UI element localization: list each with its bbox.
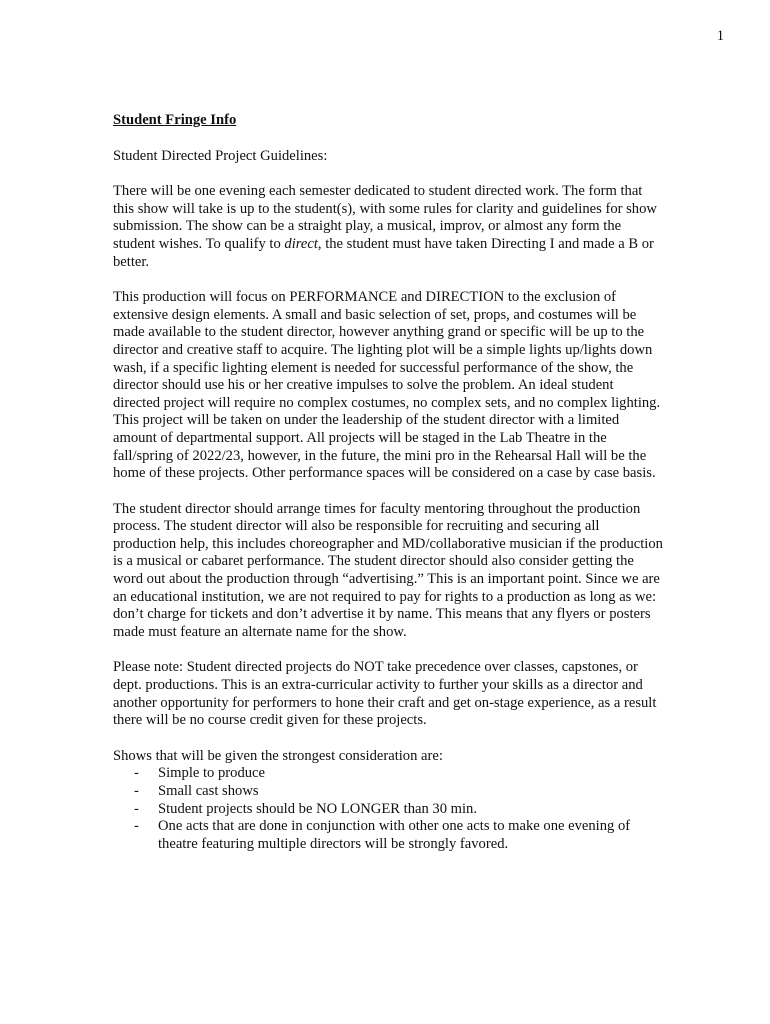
paragraph-production-focus: This production will focus on PERFORMANCE and DIRECTION to the exclusion of extensive design elements. A small and basic selection of set, props, and costumes will be made available to the student director, however anything grand or specific will be up to the director and creative staff to acquire. The lighting plot will be a simple lights up/lights down wash, if a specific lighting element is needed for successful performance of the show, the director should use his or her creative impulses to solve the problem. An ideal student directed project will require no complex costumes, no complex sets, and no complex lighting. This project will be taken on under the leadership of the student director with a limited amount of departmental support. All projects will be staged in the Lab Theatre in the fall/spring of 2022/23, however, in the future, the mini pro in the Rehearsal Hall will be the home of these projects. Other performance spaces will be considered on a case by case basis. — [113, 289, 661, 482]
page-number: 1 — [716, 28, 724, 44]
document-title: Student Fringe Info — [113, 112, 237, 128]
list-item-text: Student projects should be NO LONGER than 30 min. — [158, 800, 478, 817]
list-item-text: One acts that are done in conjunction with other one acts to make one evening of theatre featuring multiple directors will be strongly favored. — [158, 818, 631, 852]
document-body — [113, 112, 663, 853]
paragraph-eligibility-text-end: , the student must have taken Directing I and made a B or better. — [113, 235, 654, 270]
list-item-text: Simple to produce — [158, 765, 266, 782]
paragraph-eligibility — [113, 183, 663, 271]
document-subtitle: Student Directed Project Guidelines: — [113, 147, 328, 164]
list-marker: - — [134, 765, 139, 782]
list-marker: - — [134, 783, 139, 799]
list-item-text: Small cast shows — [158, 783, 259, 799]
list-item — [134, 801, 663, 819]
list-item — [134, 818, 663, 853]
list-marker: - — [134, 800, 139, 817]
paragraph-eligibility-text-start: There will be one evening each semester dedicated to student directed work. The form that this show will take is up to the student(s), with some rules for clarity and guidelines for show submission. The show can be a straight play, a musical, improv, or almost any form the student wishes. To qualify to — [113, 183, 657, 252]
list-item — [134, 765, 663, 783]
list-item — [134, 783, 663, 801]
emphasis-direct: direct — [284, 235, 318, 252]
consideration-list — [113, 765, 663, 853]
list-intro: Shows that will be given the strongest consideration are: — [113, 747, 443, 764]
paragraph-please-note: Please note: Student directed projects do NOT take precedence over classes, capstones, or dept. productions. This is an extra-curricular activity to further your skills as a director and another opportunity for performers to hone their craft and get on-stage experience, as a result there will be no course credit given for these projects. — [113, 659, 657, 729]
paragraph-director-responsibilities: The student director should arrange times for faculty mentoring throughout the production process. The student director will also be responsible for recruiting and securing all production help, this includes choreographer and MD/collaborative musician if the production is a musical or cabaret performance. The student director should also consider getting the word out about the production through “advertising.” This is an important point. Since we are an educational institution, we are not required to pay for rights to a production as long as we: don’t charge for tickets and don’t advertise it by name. This means that any flyers or posters made must feature an alternate name for the show. — [113, 500, 663, 640]
list-marker: - — [134, 818, 139, 835]
